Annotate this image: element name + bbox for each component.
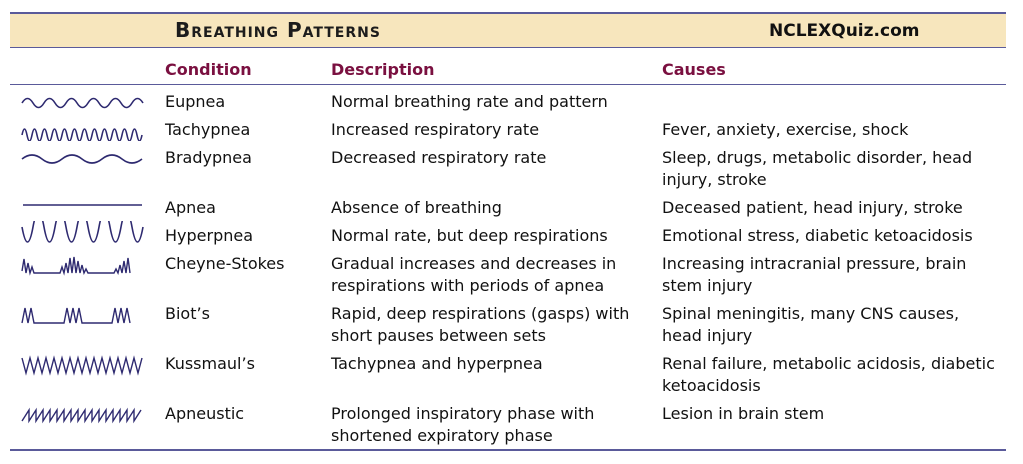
- causes-cell: Increasing intracranial pressure, brain stem injury: [662, 254, 967, 295]
- description-cell: Tachypnea and hyperpnea: [331, 354, 543, 373]
- column-header-description: Description: [331, 60, 435, 79]
- biots-wave-icon: [20, 305, 144, 327]
- causes-cell: Emotional stress, diabetic ketoacidosis: [662, 226, 973, 245]
- description-cell: Rapid, deep respirations (gasps) with short pauses between sets: [331, 304, 630, 345]
- eupnea-wave-icon: [20, 93, 144, 113]
- column-header-condition: Condition: [165, 60, 252, 79]
- table-row: [0, 353, 1023, 403]
- title-banner: [10, 14, 1006, 47]
- description-cell: Decreased respiratory rate: [331, 148, 547, 167]
- condition-cell: Biot’s: [165, 304, 210, 323]
- causes-cell: Spinal meningitis, many CNS causes, head injury: [662, 304, 960, 345]
- cheyne-stokes-wave-icon: [20, 255, 144, 277]
- tachypnea-wave-icon: [20, 121, 144, 141]
- table-row: [0, 303, 1023, 353]
- description-cell: Normal breathing rate and pattern: [331, 92, 608, 111]
- apnea-line-icon: [20, 199, 144, 219]
- table-row: [0, 197, 1023, 225]
- table-row: [0, 119, 1023, 147]
- causes-cell: Sleep, drugs, metabolic disorder, head injury, stroke: [662, 148, 973, 189]
- condition-cell: Eupnea: [165, 92, 226, 111]
- condition-cell: Bradypnea: [165, 148, 252, 167]
- description-cell: Gradual increases and decreases in respirations with periods of apnea: [331, 254, 617, 295]
- hyperpnea-wave-icon: [20, 221, 144, 249]
- table-row: [0, 253, 1023, 303]
- description-cell: Absence of breathing: [331, 198, 502, 217]
- causes-cell: Deceased patient, head injury, stroke: [662, 198, 963, 217]
- table-row: [0, 225, 1023, 253]
- kussmauls-wave-icon: [20, 355, 144, 377]
- causes-cell: Lesion in brain stem: [662, 404, 825, 423]
- description-cell: Increased respiratory rate: [331, 120, 540, 139]
- condition-cell: Hyperpnea: [165, 226, 254, 245]
- column-header-causes: Causes: [662, 60, 726, 79]
- condition-cell: Cheyne-Stokes: [165, 254, 285, 273]
- apneustic-wave-icon: [20, 405, 144, 427]
- table-row: [0, 147, 1023, 197]
- causes-cell: Fever, anxiety, exercise, shock: [662, 120, 909, 139]
- condition-cell: Apneustic: [165, 404, 245, 423]
- description-cell: Normal rate, but deep respirations: [331, 226, 608, 245]
- causes-cell: Renal failure, metabolic acidosis, diabetic ketoacidosis: [662, 354, 995, 395]
- patterns-table: [0, 91, 1023, 453]
- bottom-rule: [10, 449, 1006, 451]
- condition-cell: Apnea: [165, 198, 216, 217]
- condition-cell: Tachypnea: [165, 120, 251, 139]
- site-name: NCLEXQuiz.com: [769, 21, 920, 41]
- description-cell: Prolonged inspiratory phase with shortened expiratory phase: [331, 404, 595, 445]
- table-row: [0, 403, 1023, 453]
- bradypnea-wave-icon: [20, 149, 144, 169]
- header-rule: [10, 47, 1006, 48]
- page-title: Breathing Patterns: [175, 18, 381, 42]
- table-row: [0, 91, 1023, 119]
- condition-cell: Kussmaul’s: [165, 354, 255, 373]
- column-header-rule: [10, 84, 1006, 85]
